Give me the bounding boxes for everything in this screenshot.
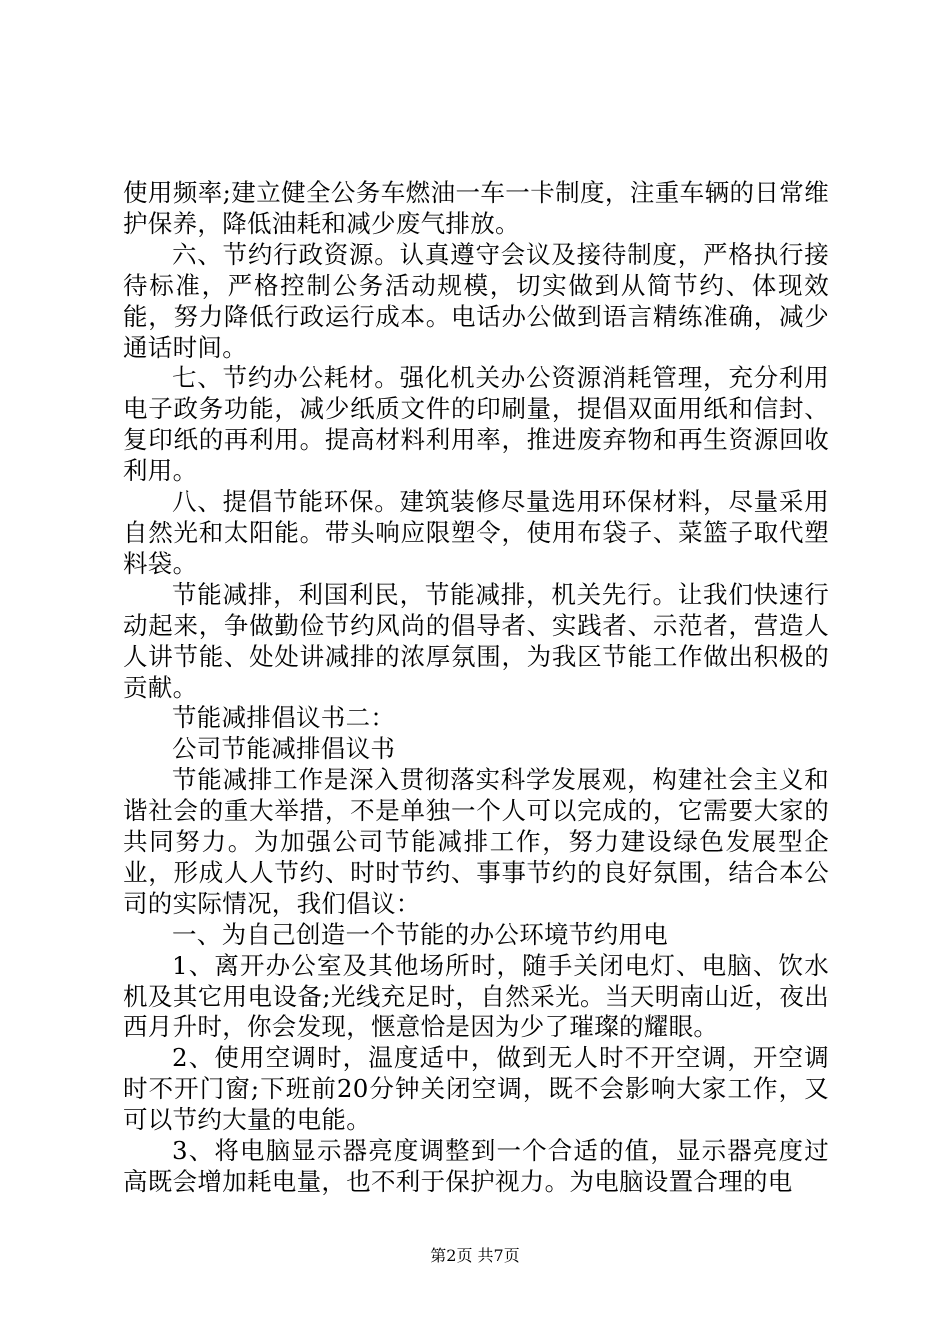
paragraph-2: 六、节约行政资源。认真遵守会议及接待制度，严格执行接待标准，严格控制公务活动规模，切实做到从简节约、体现效能，努力降低行政运行成本。电话办公做到语言精练准确，减少通话时间。: [123, 239, 829, 362]
paragraph-4: 八、提倡节能环保。建筑装修尽量选用环保材料，尽量采用自然光和太阳能。带头响应限塑令，使用布袋子、菜篮子取代塑料袋。: [123, 487, 829, 578]
section-heading: 节能减排倡议书二：: [172, 703, 396, 733]
list-item-1: 1、离开办公室及其他场所时，随手关闭电灯、电脑、饮水机及其它用电设备;光线充足时，自然采光。当天明南山近，夜出西月升时，你会发现，惬意恰是因为少了璀璨的耀眼。: [123, 950, 829, 1042]
paragraph-intro: 节能减排工作是深入贯彻落实科学发展观，构建社会主义和谐社会的重大举措，不是单独一个人可以完成的，它需要大家的共同努力。为加强公司节能减排工作，努力建设绿色发展型企业，形成人人节约、时时节约、事事节约的良好氛围，结合本公司的实际情况，我们倡议：: [123, 765, 829, 918]
page-number-footer: 第2页 共7页: [430, 1246, 520, 1265]
paragraph-3: 七、节约办公耗材。强化机关办公资源消耗管理，充分利用电子政务功能，减少纸质文件的印刷量，提倡双面用纸和信封、复印纸的再利用。提高材料利用率，推进废弃物和再生资源回收利用。: [123, 363, 829, 486]
paragraph-5: 节能减排，利国利民，节能减排，机关先行。让我们快速行动起来，争做勤俭节约风尚的倡导者、实践者、示范者，营造人人讲节能、处处讲减排的浓厚氛围，为我区节能工作做出积极的贡献。: [123, 579, 829, 702]
paragraph-1: 使用频率;建立健全公务车燃油一车一卡制度，注重车辆的日常维护保养，降低油耗和减少废气排放。: [123, 178, 829, 238]
subsection-heading: 一、为自己创造一个节能的办公环境节约用电: [172, 919, 668, 949]
document-title: 公司节能减排倡议书: [172, 734, 396, 764]
list-item-3: 3、将电脑显示器亮度调整到一个合适的值，显示器亮度过高既会增加耗电量，也不利于保护视力。为电脑设置合理的电: [123, 1136, 829, 1196]
document-body: [123, 178, 829, 1198]
list-item-2: 2、使用空调时，温度适中，做到无人时不开空调，开空调时不开门窗;下班前20分钟关闭空调，既不会影响大家工作，又可以节约大量的电能。: [123, 1043, 829, 1135]
